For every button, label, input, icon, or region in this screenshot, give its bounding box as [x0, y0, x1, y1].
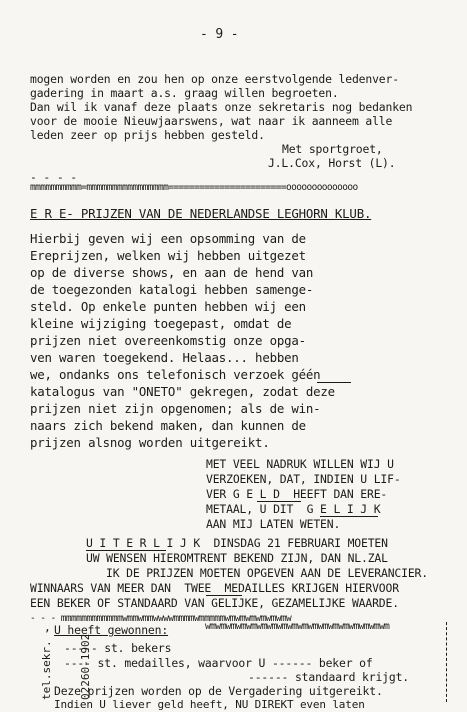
- cups-line: ----- st. bekers: [64, 641, 172, 655]
- body-line-3: op de diverse shows, en aan de hend van: [30, 265, 314, 280]
- body-line-7: prijzen niet overeenkomstig onze opga-: [30, 333, 306, 348]
- body-line-4: de toegezonden katalogi hebben samenge-: [30, 282, 314, 297]
- body-line-11: prijzen niet zijn opgenomen; als de win-: [30, 401, 321, 416]
- section-heading: E R E- PRIJZEN VAN DE NEDERLANDSE LEGHORN KLUB.: [30, 206, 372, 221]
- body-line-2: Ereprijzen, welken wij hebben uitgezet: [30, 248, 306, 263]
- body-line-8: ven waren toegekend. Helaas... hebben: [30, 350, 299, 365]
- page-number: - 9 -: [200, 27, 239, 42]
- form-right-border: [446, 622, 453, 702]
- notice-line-5: AAN MIJ LATEN WETEN.: [206, 517, 341, 531]
- form-border-right: wmwmwmwmwmwmwmwmwmwmwmwmwmwmwmwmwmwm: [205, 621, 390, 632]
- standard-line: ------ standaard krijgt.: [248, 670, 409, 684]
- notice-line-4: METAAL, U DIT G E L I J K: [206, 502, 381, 516]
- separator-dashes: - - - -: [30, 170, 77, 184]
- top-paragraph-line-3: Dan wil ik vanaf deze plaats onze sekretaris nog bedanken: [30, 100, 413, 114]
- top-paragraph-line-2: gadering in maart a.s. graag willen begroeten.: [30, 86, 339, 100]
- notice-line-1: MET VEEL NADRUK WILLEN WIJ U: [206, 457, 394, 471]
- closing-signature: J.L.Cox, Horst (L).: [268, 156, 396, 170]
- won-comma: ,: [44, 620, 51, 634]
- sidebar-label: tel.sekr.: [40, 640, 53, 700]
- form-footer-line-2: Indien U liever geld heeft, NU DIREKT even laten: [54, 698, 365, 711]
- body-line-6: kleine wijziging toegepast, omdat de: [30, 316, 292, 331]
- deadline-line-2: UW WENSEN HIEROMTRENT BEKEND ZIJN, DAN NL.ZAL: [86, 551, 388, 565]
- body-line-10: katalogus van "ONETO" gekregen, zodat deze: [30, 384, 335, 399]
- notice-line-2: VERZOEKEN, DAT, INDIEN U LIF-: [206, 472, 401, 486]
- top-paragraph-line-4: voor de mooie Nieuwjaarswens, wat naar ik aanneem alle: [30, 114, 393, 128]
- deadline-line-4: WINNAARS VAN MEER DAN TWEE MEDAILLES KRIJGEN HIERVOOR: [30, 581, 399, 595]
- form-separator: - - - mmmmmmmmmmmmwmmwmmwwwwmmmmwmmmmmwmwmwmwmwmwmw: [30, 613, 292, 624]
- top-paragraph-line-1: mogen worden en zou hen op onze eerstvolgende ledenver-: [30, 72, 399, 86]
- body-line-12: naars zich bekend maken, dan kunnen de: [30, 418, 306, 433]
- secretary-phone-vertical: [14, 634, 118, 700]
- body-line-1: Hierbij geven wij een opsomming van de: [30, 231, 306, 246]
- body-line-13: prijzen alsnog worden uitgereikt.: [30, 435, 270, 450]
- notice-line-3: VER G E L D HEEFT DAN ERE-: [206, 487, 388, 501]
- geen-underline: [317, 382, 351, 383]
- deadline-line-5: EEN BEKER OF STANDAARD VAN GELIJKE, GEZAMELIJKE WAARDE.: [30, 596, 399, 610]
- medals-line: ---- st. medailles, waarvoor U ------ beker of: [64, 656, 373, 670]
- form-footer-line-1: Deze prijzen worden op de Vergadering uitgereikt.: [54, 684, 383, 698]
- closing-greeting: Met sportgroet,: [282, 142, 383, 156]
- top-paragraph-line-5: leden zeer op prijs hebben gesteld.: [30, 128, 265, 142]
- separator-line: mmmmmmmmmm=mmmmmmmmmmmmmmmm=======================oooooooooooooo: [30, 182, 358, 193]
- won-label: U heeft gewonnen:: [54, 623, 169, 637]
- deadline-line-1: U I T E R L I J K DINSDAG 21 FEBRUARI MOETEN: [86, 536, 388, 550]
- body-line-9: we, ondanks ons telefonisch verzoek géén: [30, 367, 321, 382]
- sidebar-phone: 02260-1902: [79, 633, 92, 700]
- deadline-line-3: IK DE PRIJZEN MOETEN OPGEVEN AAN DE LEVERANCIER.: [106, 566, 428, 580]
- body-line-5: steld. Op enkele punten hebben wij een: [30, 299, 306, 314]
